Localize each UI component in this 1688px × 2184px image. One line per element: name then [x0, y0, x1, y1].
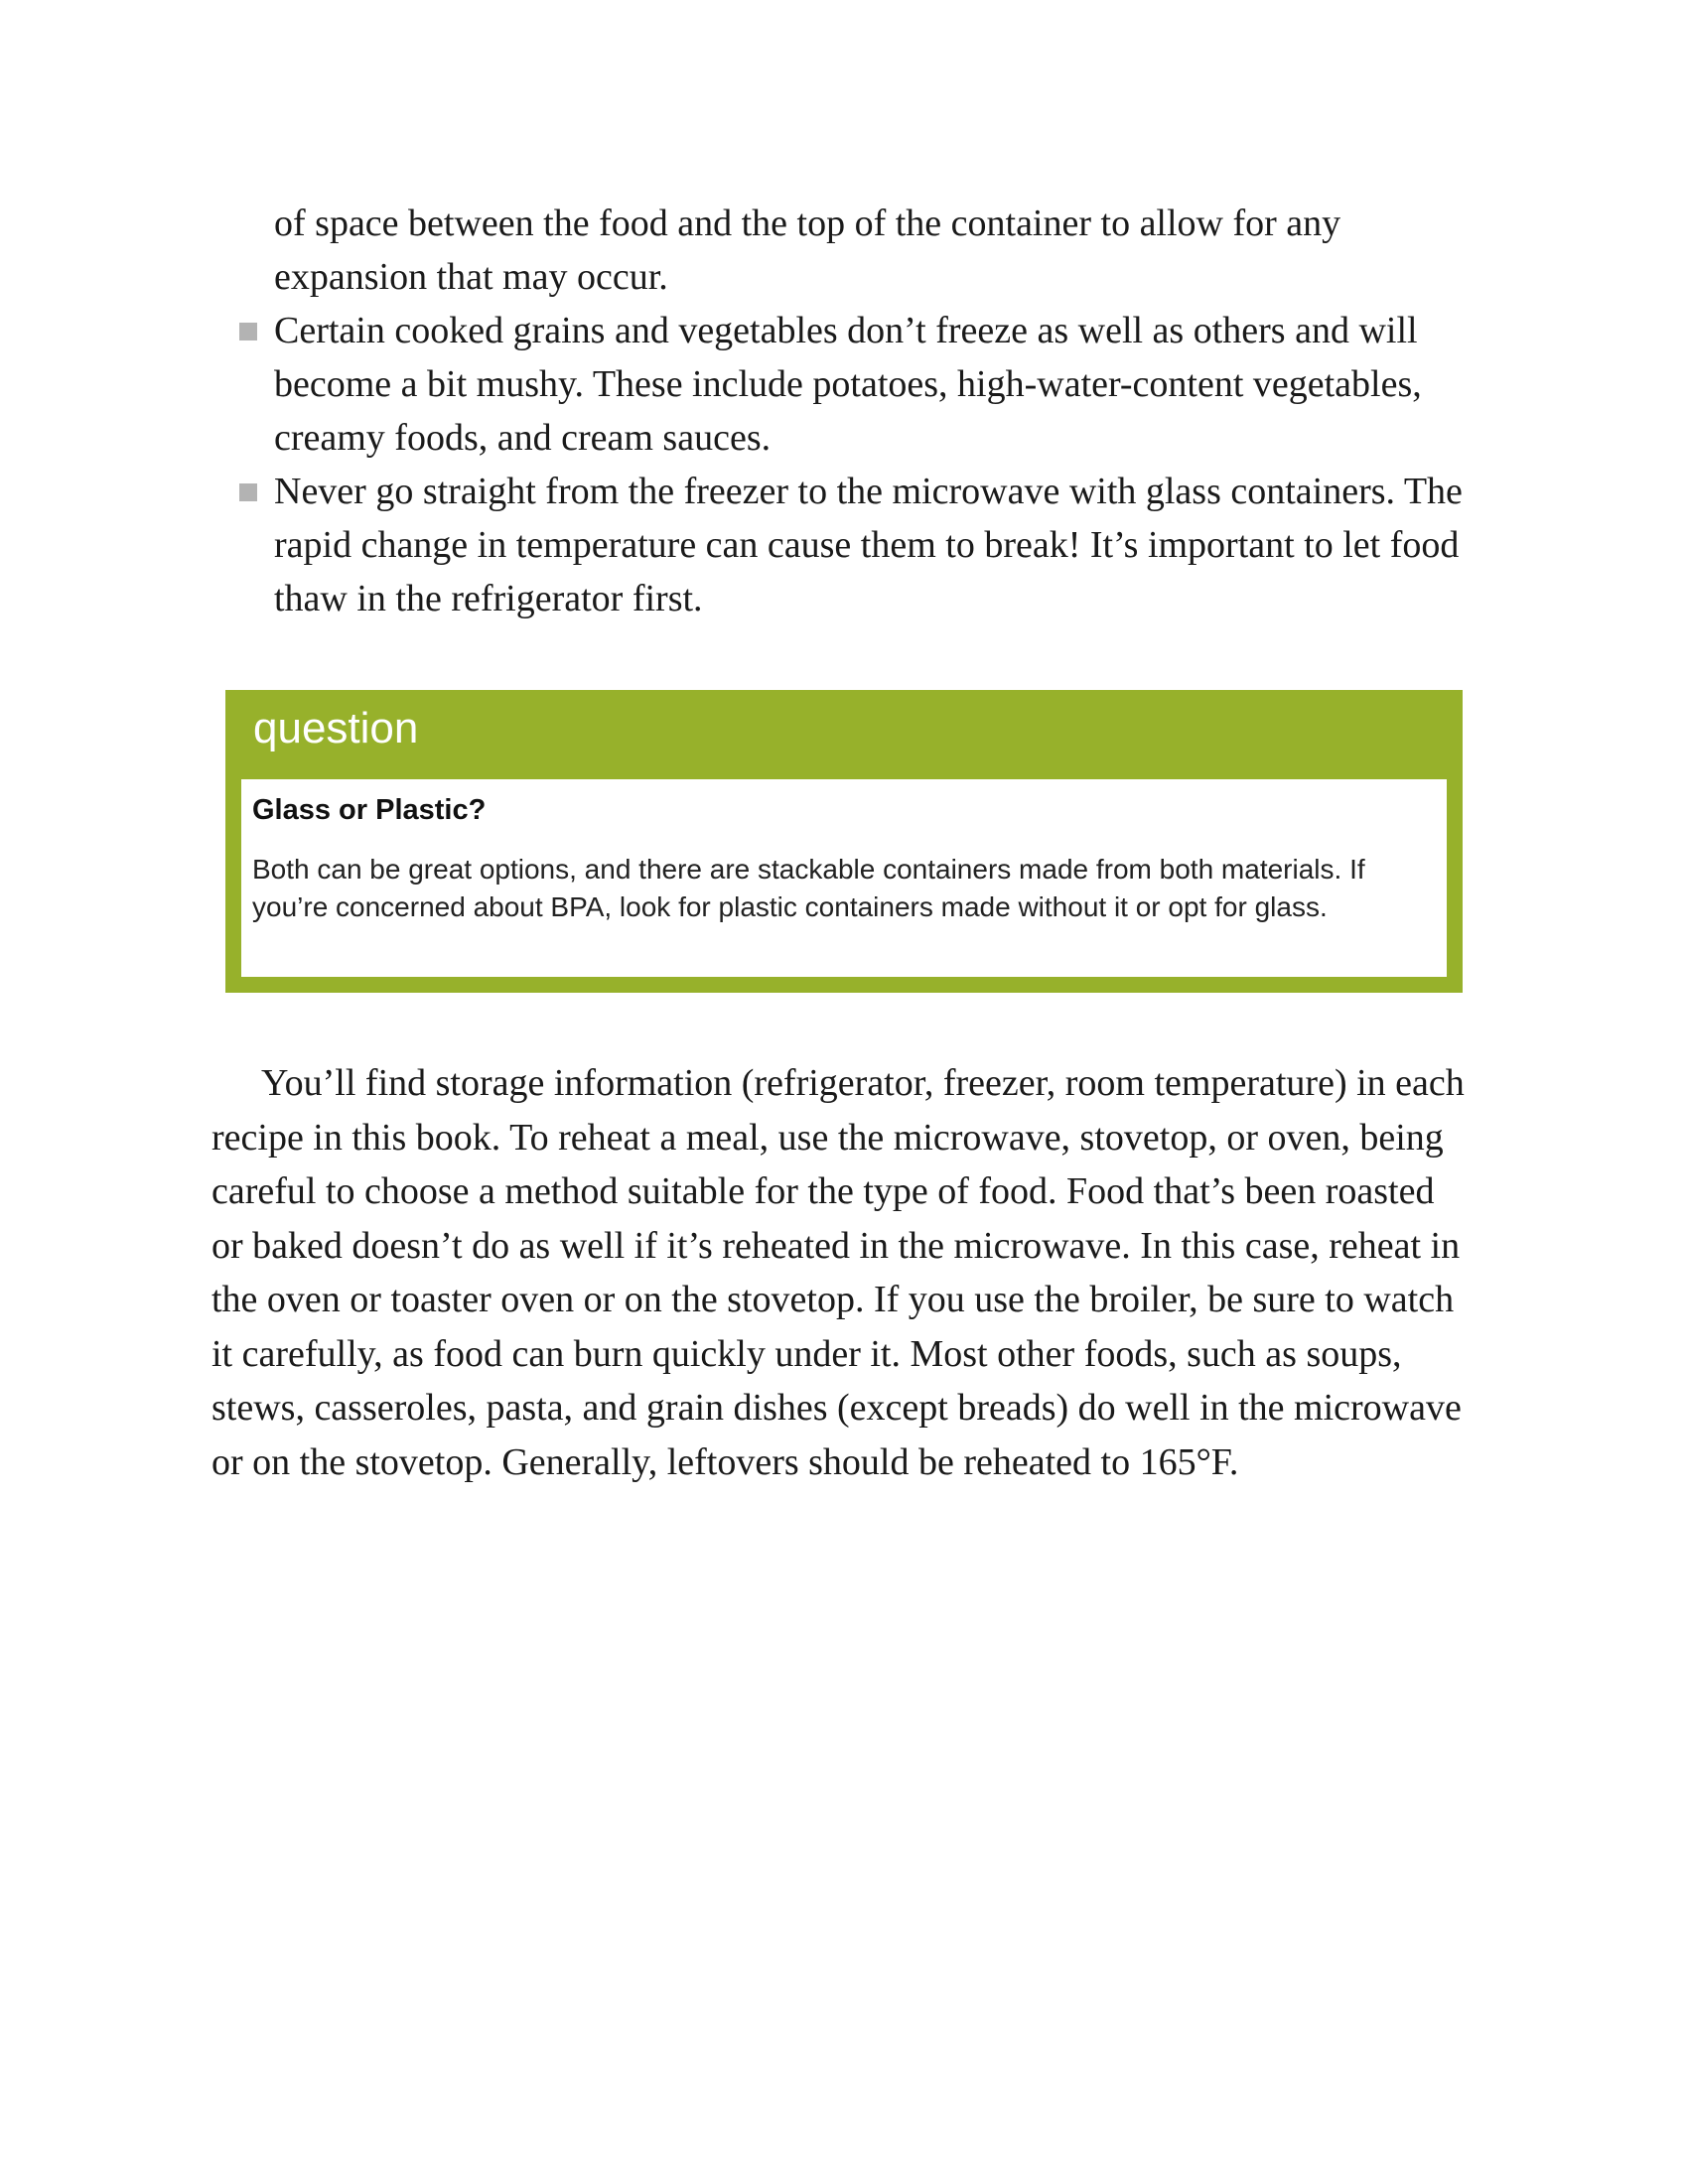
square-bullet-icon [239, 483, 257, 501]
bullet-item-text: Never go straight from the freezer to the microwave with glass containers. The rapid change in temperature can cause them to break! It’s important to let food thaw in the refrigerator first. [274, 471, 1463, 619]
sidebar-body [241, 779, 1447, 977]
sidebar-text: Both can be great options, and there are stackable containers made from both materials. If you’re concerned about BPA, look for plastic containers made without it or opt for glass. [252, 854, 1365, 922]
bullet-continuation-text: of space between the food and the top of the container to allow for any expansion that may occur. [274, 203, 1341, 298]
body-paragraph: You’ll find storage information (refrigerator, freezer, room temperature) in each recipe in this book. To reheat a meal, use the microwave, stovetop, or oven, being careful to choose a method suitable for the type of food. Food that’s been roasted or baked doesn’t do as well if it’s reheated in the microwave. In this case, reheat in the oven or toaster oven or on the stovetop. If you use the broiler, be sure to watch it carefully, as food can burn quickly under it. Most other foods, such as soups, stews, casseroles, pasta, and grain dishes (except breads) do well in the microwave or on the stovetop. Generally, leftovers should be reheated to 165°F. [211, 1062, 1465, 1483]
square-bullet-icon [239, 323, 257, 341]
question-sidebar [225, 690, 1463, 993]
bullet-list [212, 197, 1464, 625]
sidebar-title: Glass or Plastic? [252, 794, 487, 826]
bullet-item [212, 304, 1464, 465]
bullet-item [212, 465, 1464, 625]
bullet-item-text: Certain cooked grains and vegetables don’t freeze as well as others and will become a bit mushy. These include potatoes, high-water-content vegetables, creamy foods, and cream sauces. [274, 310, 1422, 459]
sidebar-heading: question [253, 704, 419, 752]
